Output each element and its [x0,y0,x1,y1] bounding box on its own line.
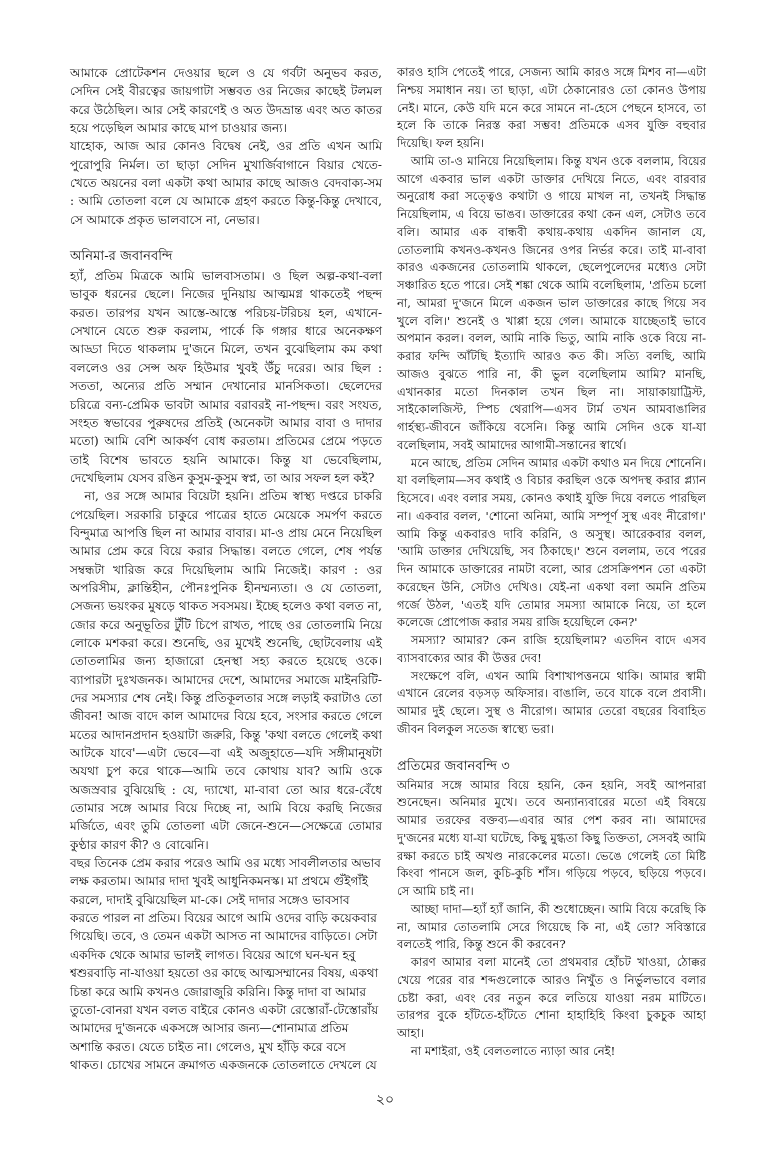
page-number: ২০ [375,1092,395,1108]
paragraph: না মশাইরা, ওই বেলতলাতে ন্যাড়া আর নেই! [410,1043,616,1058]
paragraph: না, ওর সঙ্গে আমার বিয়েটা হয়নি। প্রতিম স্বাস্থ্য দপ্তরে চাকরি পেয়েছিল। সরকারি চাকুরে পাত্রের হাতে মেয়েকে সমর্পণ করতে বিন্দুমাত্র আপত্তি ছিল না আমার বাবার। মা-ও প্রায় মেনে নিয়েছিল আমার প্রেম করে বিয়ে করার সিদ্ধান্ত। বলতে গেলে, শেষ পর্যন্ত সম্বন্ধটা খারিজ করে দিয়েছিলাম আমি নিজেই। কারণ : ওর অপরিসীম, ক্লান্তিহীন, পৌনঃপুনিক হীনম্মন্যতা। ও যে তোতলা, সেজন্য ভয়ংকর মুষড়ে থাকত সবসময়। ইচ্ছে হলেও কথা বলত না, জোর করে অনুভূতির টুঁটি চিপে রাখত, পাছে ওর তোতলামি নিয়ে লোকে মশকরা করে। শুনেছি, ওর মুখেই শুনেছি, ছোটবেলায় এই তোতলামির জন্য হাজারো হেনস্থা সহ্য করতে হয়েছে ওকে। ব্যাপারটা দুঃখজনক। আমাদের দেশে, আমাদের সমাজে মাইনরিটি-দের সমস্যার শেষ নেই। কিন্তু প্রতিকূলতার সঙ্গে লড়াই করাটাও তো জীবন! আজ বাদে কাল আমাদের বিয়ে হবে, সংসার করতে গেলে মতের আদানপ্রদান হওয়াটা জরুরি, কিন্তু 'কথা বলতে গেলেই কথা আটকে যাবে'—এটা ভেবে—বা এই অজুহাতে—যদি সঙ্গীমানুষটা অযথা চুপ করে থাকে—আমি তবে কোথায় যাব? আমি ওকে অজস্রবার বুঝিয়েছি : যে, দ্যাখো, মা-বাবা তো আর ধরে-বেঁধে তোমার সঙ্গে আমার বিয়ে দিচ্ছে না, আমি বিয়ে করছি নিজের মর্জিতে, এবং তুমি তোতলা এটা জেনে-শুনে—সেক্ষেত্রে তোমার কুণ্ঠার কারণ কী? ও বোঝেনি। [70,489,382,852]
paragraph: হ্যাঁ, প্রতিম মিত্রকে আমি ভালবাসতাম। ও ছিল অল্প-কথা-বলা ভাবুক ধরনের ছেলে। নিজের দুনিয়ায় আত্মমগ্ন থাকতেই পছন্দ করত। তারপর যখন আস্তে-আস্তে পরিচয়-টরিচয় হল, এখানে-সেখানে যেতে শুরু করলাম, পার্কে কি গঙ্গার ধারে অনেকক্ষণ আড্ডা দিতে থাকলাম দু'জনে মিলে, তখন বুঝেছিলাম কম কথা বললেও ওর সেন্স অফ হিউমার খুবই উঁচু দরের। আর ছিল : সততা, অন্যের প্রতি সম্মান দেখানোর মানসিকতা। ছেলেদের চরিত্রে বন্য-প্রেমিক ভাবটা আমার বরাবরই না-পছন্দ। বরং সংযত, সংহত স্বভাবের পুরুষদের প্রতিই (অনেকটা আমার বাবা ও দাদার মতো) আমি বেশি আকর্ষণ বোধ করতাম। প্রতিমের প্রেমে পড়তে তাই বিশেষ ভাবতে হয়নি আমাকে। কিন্তু যা ভেবেছিলাম, দেখেছিলাম যেসব রঙিন কুসুম-কুসুম স্বপ্ন, তা আর সফল হল কই? [70,269,382,485]
left-column [70,64,382,1074]
paragraph: আমি তা-ও মানিয়ে নিয়েছিলাম। কিন্তু যখন ওকে বললাম, বিয়ের আগে একবার ভাল একটা ডাক্তার দেখিয়ে নিতে, এবং বারবার অনুরোধ করা সত্ত্বেও কথাটা ও গায়ে মাখল না, তখনই সিদ্ধান্ত নিয়েছিলাম, এ বিয়ে ভাঙব। ডাক্তারের কথা কেন এল, সেটাও তবে বলি। আমার এক বান্ধবী কথায়-কথায় একদিন জানাল যে, তোতলামি কখনও-কখনও জিনের ওপর নির্ভর করে। তাই মা-বাবা কারও একজনের তোতলামি থাকলে, ছেলেপুলেদের মধ্যেও সেটা সঞ্চারিত হতে পারে। সেই শঙ্কা থেকে আমি বলেছিলাম, 'প্রতিম চলো না, আমরা দু'জনে মিলে একজন ভাল ডাক্তারের কাছে গিয়ে সব খুলে বলি।' শুনেই ও খাপ্পা হয়ে গেল। আমাকে যাচ্ছেতাই ভাবে অপমান করল। বলল, আমি নাকি ভিতু, আমি নাকি ওকে বিয়ে না-করার ফন্দি আঁটছি ইত্যাদি আরও কত কী। সত্যি বলছি, আমি আজও বুঝতে পারি না, কী ভুল বলেছিলাম আমি? মানছি, এখানকার মতো দিনকাল তখন ছিল না। সায়াকায়াট্রিস্ট, সাইকোলজিস্ট, স্পিচ থেরাপি—এসব টার্ম তখন আমবাঙালির গার্হস্থ্য-জীবনে জাঁকিয়ে বসেনি। কিন্তু আমি সেদিন ওকে যা-যা বলেছিলাম, সবই আমাদের আগামী-সন্তানের স্বার্থে। [397,153,706,452]
paragraph: আমাকে প্রোটেকশন দেওয়ার ছলে ও যে গর্বটা অনুভব করত, সেদিন সেই বীরত্বের জায়গাটা সম্ভবত ওর নিজের কাছেই টলমল করে উঠেছিল। আর সেই কারণেই ও অত উদভ্রান্ত এবং অত কাতর হয়ে পড়েছিল আমার কাছে মাপ চাওয়ার জন্য। [70,66,382,136]
paragraph: কারণ আমার বলা মানেই তো প্রথমবার হোঁচট খাওয়া, ঠোক্কর খেয়ে পরের বার শব্দগুলোকে আরও নিখুঁত ও নির্ভুলভাবে বলার চেষ্টা করা, এবং বের নতুন করে লতিয়ে যাওয়া নরম মাটিতে। তারপর বুকে হাঁটতে-হাঁটতে শোনা হাহাহিহি কিংবা চুকচুক আহা আহা। [397,955,706,1040]
section-heading-anima: অনিমা-র জবানবন্দি [70,249,173,265]
paragraph: কারও হাসি পেতেই পারে, সেজন্য আমি কারও সঙ্গে মিশব না—এটা নিশ্চয় সমাধান নয়। তা ছাড়া, এটা ঠেকানোরও তো কোনও উপায় নেই। মানে, কেউ যদি মনে করে সামনে না-হেসে পেছনে হাসবে, তা হলে কি তাকে নিরস্ত করা সম্ভব! প্রতিমকে এসব যুক্তি বহুবার দিয়েছি। ফল হয়নি। [397,65,706,150]
paragraph: অনিমার সঙ্গে আমার বিয়ে হয়নি, কেন হয়নি, সবই আপনারা শুনেছেন। অনিমার মুখে। তবে অন্যান্যবারের মতো এই বিষয়ে আমার তরফের বক্তব্য—এবার আর পেশ করব না। আমাদের দু'জনের মধ্যে যা-যা ঘটেছে, কিছু মুগ্ধতা কিছু তিক্ততা, সেসবই আমি রক্ষা করতে চাই অখণ্ড নারকেলের মতো। ভেঙে গেলেই তো মিষ্টি কিংবা পানসে জল, কুচি-কুচি শাঁস। গড়িয়ে পড়বে, ছড়িয়ে পড়বে। সে আমি চাই না। [397,777,706,898]
paragraph: বছর তিনেক প্রেম করার পরেও আমি ওর মধ্যে সাবলীলতার অভাব লক্ষ করতাম। আমার দাদা খুবই আধুনিকমনস্ক। মা প্রথমে গুঁইগাঁই করলে, দাদাই বুঝিয়েছিল মা-কে। সেই দাদার সঙ্গেও ভাবসাব করতে পারল না প্রতিম। বিয়ের আগে আমি ওদের বাড়ি কয়েকবার গিয়েছি। তবে, ও তেমন একটা আসত না আমাদের বাড়িতে। সেটা একদিক থেকে আমার ভালই লাগত। বিয়ের আগে ঘন-ঘন হবু শ্বশুরবাড়ি না-যাওয়া হয়তো ওর কাছে আত্মসম্মানের বিষয়, একথা চিন্তা করে আমি কখনও জোরাজুরি করিনি। কিন্তু দাদা বা আমার তুতো-বোনরা যখন বলত বাইরে কোনও একটা রেস্তোরাঁ-টেস্তোরাঁয় আমাদের দু'জনকে একসঙ্গে আসার জন্য—শোনামাত্র প্রতিম অশান্তি করত। যেতে চাইত না। গেলেও, মুখ হাঁড়ি করে বসে থাকত। চোখের সামনে ক্রমাগত একজনকে তোতলাতে দেখলে যে [70,856,381,1072]
paragraph: সমস্যা? আমার? কেন রাজি হয়েছিলাম? এতদিন বাদে এসব ব্যাসবাক্যের আর কী উত্তর দেব! [397,633,706,665]
paragraph: সংক্ষেপে বলি, এখন আমি বিশাখাপত্তনমে থাকি। আমার স্বামী এখানে রেলের বড়সড় অফিসার। বাঙালি, তবে যাকে বলে প্রবাসী। আমার দুই ছেলে। সুস্থ ও নীরোগ। আমার তেরো বছরের বিবাহিত জীবন বিলকুল সতেজ স্বাস্থ্যে ভরা। [397,668,706,736]
paragraph: মনে আছে, প্রতিম সেদিন আমার একটা কথাও মন দিয়ে শোনেনি। যা বলছিলাম—সব কথাই ও বিচার করছিল ওকে অপদস্থ করার প্ল্যান হিসেবে। এবং বলার সময়, কোনও কথাই যুক্তি দিয়ে বলতে পারছিল না। একবার বলল, 'শোনো অনিমা, আমি সম্পূর্ণ সুস্থ এবং নীরোগ।' আমি কিন্তু একবারও দাবি করিনি, ও অসুস্থ। আরেকবার বলল, 'আমি ডাক্তার দেখিয়েছি, সব ঠিকাছে।' শুনে বললাম, তবে পরের দিন আমাকে ডাক্তারের নামটা বলো, আর প্রেসক্রিপশন তো একটা করেছেন উনি, সেটাও দেখিও। যেই-না একথা বলা অমনি প্রতিম গর্জে উঠল, 'এতই যদি তোমার সমস্যা আমাকে নিয়ে, তা হলে কলেজে প্রোপোজ করার সময় রাজি হয়েছিলে কেন?' [397,455,706,630]
section-heading-protim: প্রতিমের জবানবন্দি ৩ [397,758,510,774]
paragraph: যাহোক, আজ আর কোনও বিদ্বেষ নেই, ওর প্রতি এখন আমি পুরোপুরি নির্মল। তা ছাড়া সেদিন মুখার্জিবাগানে বিয়ার খেতে-খেতে অয়নের বলা একটা কথা আমার কাছে আজও বেদবাক্য-সম : আমি তোতলা বলে যে আমাকে গ্রহণ করতে কিন্তু-কিন্তু দেখাবে, সে আমাকে প্রকৃত ভালবাসে না, নেভার। [70,139,382,227]
paragraph: আচ্ছা দাদা—হ্যাঁ হ্যাঁ জানি, কী শুধোচ্ছেন। আমি বিয়ে করেছি কি না, আমার তোতলামি সেরে গিয়েছে কি না, এই তো? সবিস্তারে বলতেই পারি, কিন্তু শুনে কী করবেন? [397,901,706,952]
right-column [397,64,706,1061]
